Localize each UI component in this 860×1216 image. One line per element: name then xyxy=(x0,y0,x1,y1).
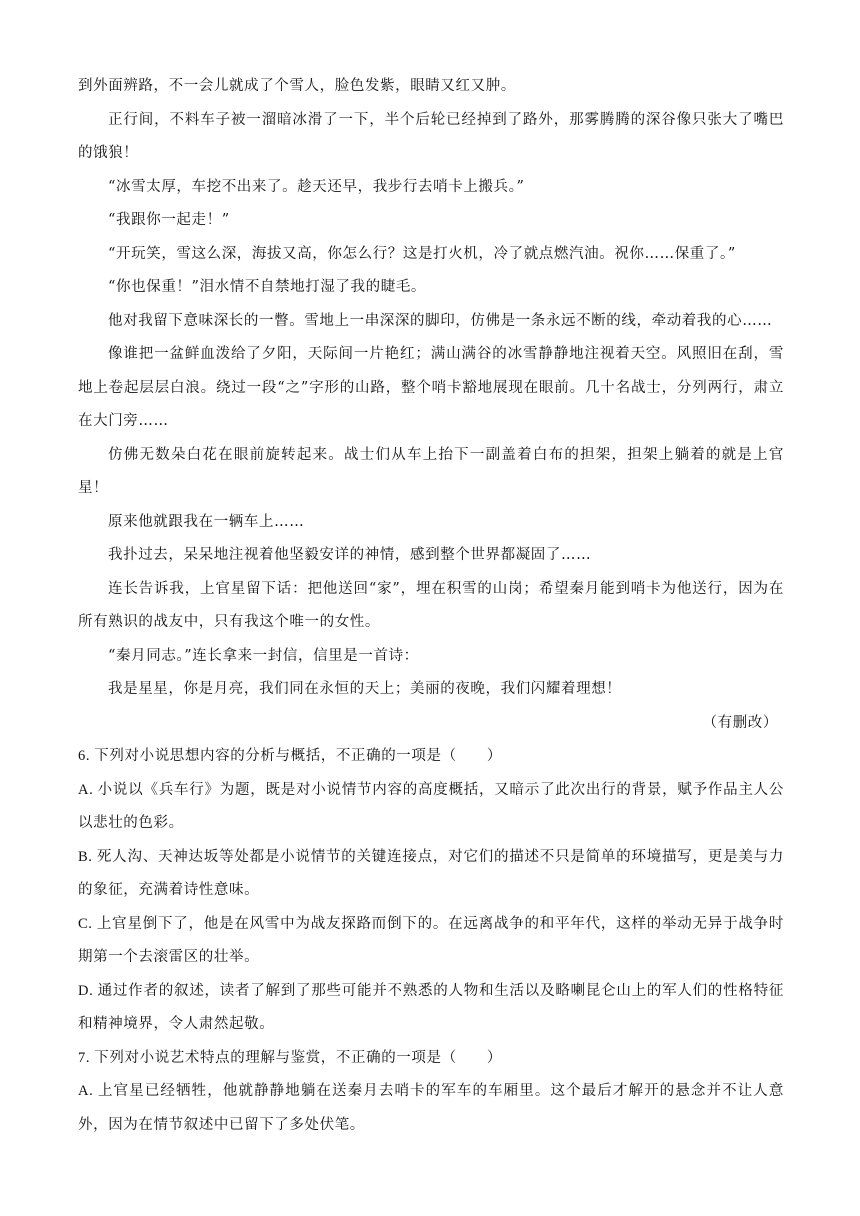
passage-paragraph: 正行间，不料车子被一溜暗冰滑了一下，半个后轮已经掉到了路外，那雾腾腾的深谷像只张大了嘴巴的饿狼！ xyxy=(78,111,784,161)
source-note: （有删改） xyxy=(702,714,778,731)
passage xyxy=(78,70,784,707)
passage-paragraph: 我扑过去，呆呆地注视着他坚毅安详的神情，感到整个世界都凝固了…… xyxy=(108,547,592,563)
passage-paragraph: 到外面辨路，不一会儿就成了个雪人，脸色发紫，眼睛又红又肿。 xyxy=(78,78,516,94)
question-6-option-a: A. 小说以《兵车行》为题，既是对小说情节内容的高度概括，又暗示了此次出行的背景，赋予作品主人公以悲壮的色彩。 xyxy=(78,781,784,831)
passage-paragraph: 像谁把一盆鲜血泼给了夕阳，天际间一片艳红；满山满谷的冰雪静静地注视着天空。风照旧在刮，雪地上卷起层层白浪。绕过一段“之”字形的山路，整个哨卡豁地展现在眼前。几十名战士，分列两行，肃立在大门旁…… xyxy=(78,346,784,429)
passage-paragraph: “我跟你一起走！” xyxy=(108,212,230,228)
question-7-stem: 7. 下列对小说艺术特点的理解与鉴赏，不正确的一项是（ ） xyxy=(78,1049,502,1066)
question-6-option-d: D. 通过作者的叙述，读者了解到了那些可能并不熟悉的人物和生活以及略喇昆仑山上的军人们的性格特征和精神境界，令人肃然起敬。 xyxy=(78,982,784,1032)
passage-paragraph: 连长告诉我，上官星留下话：把他送回“家”，埋在积雪的山岗；希望秦月能到哨卡为他送行，因为在所有熟识的战友中，只有我这个唯一的女性。 xyxy=(78,580,784,630)
document-page xyxy=(78,70,784,1142)
question-6-option-b: B. 死人沟、天神达坂等处都是小说情节的关键连接点，对它们的描述不只是简单的环境描写，更是美与力的象征，充满着诗性意味。 xyxy=(78,848,784,898)
question-7-option-a: A. 上官星已经牺牲，他就静静地躺在送秦月去哨卡的军车的车厢里。这个最后才解开的悬念并不让人意外，因为在情节叙述中已留下了多处伏笔。 xyxy=(78,1083,784,1133)
passage-paragraph: 仿佛无数朵白花在眼前旋转起来。战士们从车上抬下一副盖着白布的担架，担架上躺着的就是上官星！ xyxy=(78,446,784,496)
passage-paragraph: “冰雪太厚，车挖不出来了。趁天还早，我步行去哨卡上搬兵。” xyxy=(108,178,525,195)
passage-paragraph: “你也保重！”泪水情不自禁地打湿了我的睫毛。 xyxy=(108,279,427,295)
question-6-stem: 6. 下列对小说思想内容的分析与概括，不正确的一项是（ ） xyxy=(78,748,502,764)
passage-poem: 我是星星，你是月亮，我们同在永恒的天上；美丽的夜晚，我们闪耀着理想！ xyxy=(108,681,622,697)
passage-paragraph: “开玩笑，雪这么深，海拔又高，你怎么行？这是打火机，冷了就点燃汽油。祝你……保重了。” xyxy=(108,245,736,262)
questions xyxy=(78,740,784,1142)
passage-paragraph: 原来他就跟我在一辆车上…… xyxy=(108,513,305,530)
passage-paragraph: “秦月同志。”连长拿来一封信，信里是一首诗： xyxy=(108,647,419,664)
passage-paragraph: 他对我留下意味深长的一瞥。雪地上一串深深的脚印，仿佛是一条永远不断的线，牵动着我的心…… xyxy=(108,312,773,329)
question-6-option-c: C. 上官星倒下了，他是在风雪中为战友探路而倒下的。在远离战争的和平年代，这样的举动无异于战争时期第一个去滚雷区的壮举。 xyxy=(78,915,784,965)
